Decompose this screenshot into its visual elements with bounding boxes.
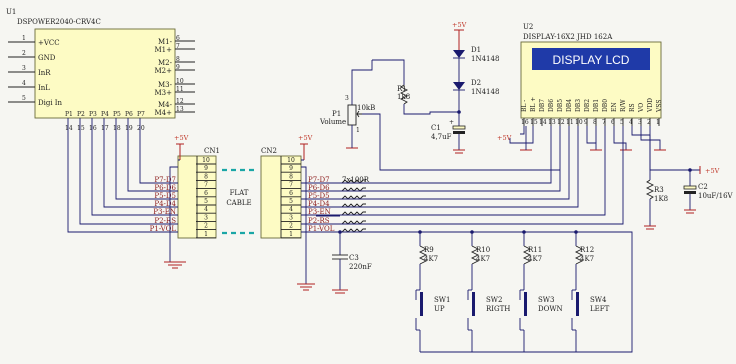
d1-ref: D1	[471, 46, 482, 54]
u2-lcd	[521, 23, 663, 126]
u1-bottom-pin-name: P6	[125, 111, 133, 118]
u2-pin-name: DB1	[593, 98, 600, 112]
u1-part: DSPOWER2040-CRV4C	[17, 18, 101, 26]
bl-vcc-label: +5V	[497, 134, 512, 142]
vdd-vcc-label: +5V	[705, 167, 720, 175]
pullup-junction	[470, 230, 474, 234]
cn1-pins-num: 1	[204, 230, 208, 238]
u2-pin-num: 4	[629, 119, 633, 126]
u2-pin-num: 3	[638, 119, 642, 126]
pullup-junction	[522, 230, 526, 234]
u2-pin-name: DB5	[557, 98, 564, 112]
u2-pin-num: 16	[521, 119, 529, 126]
c2-value: 10uF/16V	[698, 192, 733, 200]
cn2-connector	[261, 147, 301, 238]
u2-pin-name: DB7	[539, 98, 546, 112]
u1-left-pin-name: Digi In	[38, 99, 63, 107]
cn2-pins-num: 10	[287, 157, 295, 164]
u2-pin-num: 6	[611, 119, 615, 126]
p1-name: Volume	[320, 118, 347, 126]
c2-plate-bottom	[684, 191, 696, 194]
d2-symbol	[453, 82, 465, 90]
pullup-value: 4K7	[424, 255, 439, 263]
u1-left-pin-name: GND	[38, 54, 56, 62]
u2-pin-num: 14	[539, 119, 547, 126]
cn2-pins-num: 4	[289, 206, 293, 214]
u2-pin-name: R/W	[620, 99, 627, 112]
pullup-value: 4K7	[528, 255, 543, 263]
switch-body	[420, 292, 423, 316]
d2-junction	[457, 110, 461, 114]
cn2-vcc-label: +5V	[298, 134, 313, 142]
c3-ref: C3	[349, 254, 359, 262]
u1-ref: U1	[6, 8, 17, 16]
cn2-pins-num: 7	[289, 181, 293, 189]
switch-label: UP	[434, 305, 445, 313]
u1-right-pin-num: 10	[176, 78, 184, 85]
u2-pin-name: DB6	[548, 98, 555, 112]
switch-body	[524, 292, 527, 316]
u2-pin-num: 8	[593, 119, 597, 126]
r3-zigzag	[647, 180, 653, 199]
flat-cable-line2: CABLE	[226, 199, 252, 207]
u1-bottom-pin-num: 17	[101, 125, 109, 132]
switch-ref: SW1	[434, 296, 451, 304]
net-label-right: P3-EN	[308, 208, 331, 216]
net-labels-cn1	[150, 176, 177, 233]
u2-pin-num: 5	[620, 119, 624, 126]
u2-pin-name: RS	[629, 103, 636, 112]
cn2-pins-num: 2	[289, 222, 293, 230]
lcd-window-text: DISPLAY LCD	[552, 53, 630, 67]
r1-value: 1k8	[397, 93, 411, 101]
u1-right-pin-name: M2+	[154, 67, 172, 75]
u2-pin-num: 9	[584, 119, 588, 126]
pullup-value: 4K7	[476, 255, 491, 263]
diodes-c1	[431, 21, 499, 153]
c1-plate-bottom	[453, 131, 465, 134]
u1-bottom-pin-name: P5	[113, 111, 121, 118]
u2-pin-name: VDD	[647, 98, 654, 112]
u2-pin-name: DB2	[584, 98, 591, 112]
cn2-pins-num: 5	[289, 198, 293, 205]
d2-value: 1N4148	[471, 88, 500, 96]
cn1-pins-num: 6	[204, 189, 208, 197]
u1-bottom-pin-num: 20	[137, 125, 145, 132]
u1-bottom-pin-name: P3	[89, 111, 97, 118]
flat-cable	[222, 170, 256, 233]
net-label-right: P4-D4	[308, 200, 330, 208]
u1-module	[6, 8, 195, 132]
u1-left-pin-num: 1	[22, 35, 26, 42]
cn1-pins-num: 7	[204, 181, 208, 189]
cn2-pins-num: 9	[289, 165, 293, 173]
u1-bottom-pin-num: 15	[77, 125, 85, 132]
d-vcc-label: +5V	[452, 21, 467, 29]
net-label-right: P1-VOL	[308, 225, 335, 233]
p1-pin1: 1	[356, 127, 360, 134]
cn1-pins-num: 9	[204, 165, 208, 173]
cn1-pins-num: 10	[202, 157, 210, 164]
u2-pin-num: 12	[557, 119, 565, 126]
cn1-connector	[178, 147, 220, 238]
cn2-ref: CN2	[261, 147, 277, 155]
c2-junction	[688, 168, 692, 172]
d1-value: 1N4148	[471, 55, 500, 63]
d2-ref: D2	[471, 79, 482, 87]
pullup-junction	[418, 230, 422, 234]
cn1-pins-num: 8	[204, 173, 208, 181]
c1-plate-top	[453, 126, 465, 129]
u2-pin-name: DB0	[602, 98, 609, 112]
p1-body	[348, 105, 356, 125]
u1-left-pin-name: InR	[38, 69, 51, 77]
u1-left-pin-num: 4	[22, 80, 26, 87]
cn1-pins-num: 4	[204, 206, 208, 214]
u1-right-pin-name: M1+	[154, 46, 172, 54]
pullup-ref: R9	[424, 246, 434, 254]
net-label-left: P5-D5	[154, 192, 176, 200]
switch-label: DOWN	[538, 305, 563, 313]
button-bus	[316, 216, 632, 352]
net-label-left: P4-D4	[154, 200, 176, 208]
u2-pin-name: VO	[638, 102, 645, 112]
u2-pin-name: BL +	[530, 96, 537, 112]
r3-value: 1K8	[654, 195, 669, 203]
net-label-right: P6-D6	[308, 184, 330, 192]
u1-bottom-pin-num: 16	[89, 125, 97, 132]
u1-right-pin-num: 7	[176, 43, 180, 50]
u2-pin-num: 15	[530, 119, 538, 126]
net-label-right: P2-RS	[308, 217, 330, 225]
pullup-junction	[574, 230, 578, 234]
pullup-value: 4K7	[580, 255, 595, 263]
u1-bottom-pin-num: 14	[65, 125, 73, 132]
u1-right-pin-num: 9	[176, 64, 180, 71]
u1-bottom-pin-name: P2	[77, 111, 85, 118]
switch-body	[472, 292, 475, 316]
u1-bottom-pin-name: P4	[101, 111, 109, 118]
switch-label: RIGTH	[486, 305, 511, 313]
cn2-pins-num: 3	[289, 214, 293, 222]
u1-bottom-pin-num: 18	[113, 125, 121, 132]
c1-value: 4,7uF	[431, 133, 452, 141]
pullup-ref: R12	[580, 246, 595, 254]
u2-ref: U2	[523, 23, 534, 31]
c3-value: 220nF	[349, 263, 372, 271]
u2-pin-name: DB4	[566, 98, 573, 112]
cn1-pins-num: 3	[204, 214, 208, 222]
u1-right-pin-name: M2-	[158, 59, 172, 67]
lcd-wiring	[316, 126, 720, 224]
u1-left-pin-name: InL	[38, 84, 50, 92]
u1-bottom-pin-name: P1	[65, 111, 73, 118]
net-label-right: P5-D5	[308, 192, 330, 200]
pullup-ref: R10	[476, 246, 491, 254]
switch-ref: SW4	[590, 296, 607, 304]
net-label-left: P1-VOL	[149, 225, 176, 233]
cn1-vcc-label: +5V	[174, 134, 189, 142]
u1-right-pin-num: 13	[176, 106, 184, 113]
p1-value: 10kB	[357, 104, 376, 112]
d1-symbol	[453, 50, 465, 58]
cn1-pins-num: 5	[204, 198, 208, 205]
c2-ref: C2	[698, 183, 708, 191]
c3-capacitor	[332, 230, 372, 293]
net-label-left: P6-D6	[154, 184, 176, 192]
cn2-pins-num: 6	[289, 189, 293, 197]
u1-right-pin-num: 8	[176, 56, 180, 63]
u1-right-pin-name: M4-	[158, 101, 172, 109]
u2-pin-num: 11	[566, 119, 574, 126]
net-label-left: P2-RS	[154, 217, 176, 225]
u1-right-pin-name: M3+	[154, 89, 172, 97]
u1-right-pin-num: 12	[176, 98, 184, 105]
u2-part: DISPLAY-16X2 JHD 162A	[523, 33, 613, 41]
p1-pin3: 3	[345, 95, 349, 102]
net-label-left: P3-EN	[153, 208, 176, 216]
rpack-value: 7x100R	[342, 176, 370, 184]
r1-ref: R1	[397, 85, 407, 93]
u2-pin-num: 10	[575, 119, 583, 126]
cn1-ref: CN1	[204, 147, 220, 155]
u1-left-pin-num: 3	[22, 65, 26, 72]
cn2-pins-num: 8	[289, 173, 293, 181]
cn2-pins-num: 1	[289, 230, 293, 238]
u2-pin-num: 7	[602, 119, 606, 126]
net-label-left: P7-D7	[154, 176, 176, 184]
u1-right-pin-name: M3-	[158, 81, 172, 89]
u2-pin-num: 13	[548, 119, 556, 126]
buttons	[416, 230, 610, 352]
u2-pin-name: DB3	[575, 98, 582, 112]
r3-c2	[644, 168, 734, 229]
u2-pin-name: VSS	[656, 99, 663, 112]
pullup-ref: R11	[528, 246, 543, 254]
u2-pin-num: 1	[656, 119, 660, 126]
flat-cable-line1: FLAT	[229, 189, 249, 197]
u1-right-pin-name: M4+	[154, 109, 172, 117]
c1-ref: C1	[431, 124, 441, 132]
p1-ref: P1	[332, 110, 342, 118]
switch-label: LEFT	[590, 305, 610, 313]
u1-right-pin-name: M1-	[158, 38, 172, 46]
u2-pin-num: 2	[647, 119, 651, 126]
r3-ref: R3	[654, 186, 664, 194]
switch-body	[576, 292, 579, 316]
u2-pin-name: EN	[611, 102, 618, 112]
u1-left-pin-num: 2	[22, 50, 26, 57]
u1-left-pin-name: +VCC	[38, 39, 60, 47]
cn1-pins-num: 2	[204, 222, 208, 230]
c1-plus: +	[449, 119, 455, 126]
u1-left-pin-num: 5	[22, 95, 26, 102]
switch-ref: SW3	[538, 296, 555, 304]
u1-bottom-pin-name: P7	[137, 111, 145, 118]
u1-bottom-pin-num: 19	[125, 125, 133, 132]
c2-plate-top	[684, 186, 696, 189]
u1-right-pin-num: 6	[176, 35, 180, 42]
u2-pin-name: BL -	[521, 99, 528, 112]
net-label-right: P7-D7	[308, 176, 330, 184]
u1-right-pin-num: 11	[176, 86, 184, 93]
switch-ref: SW2	[486, 296, 503, 304]
